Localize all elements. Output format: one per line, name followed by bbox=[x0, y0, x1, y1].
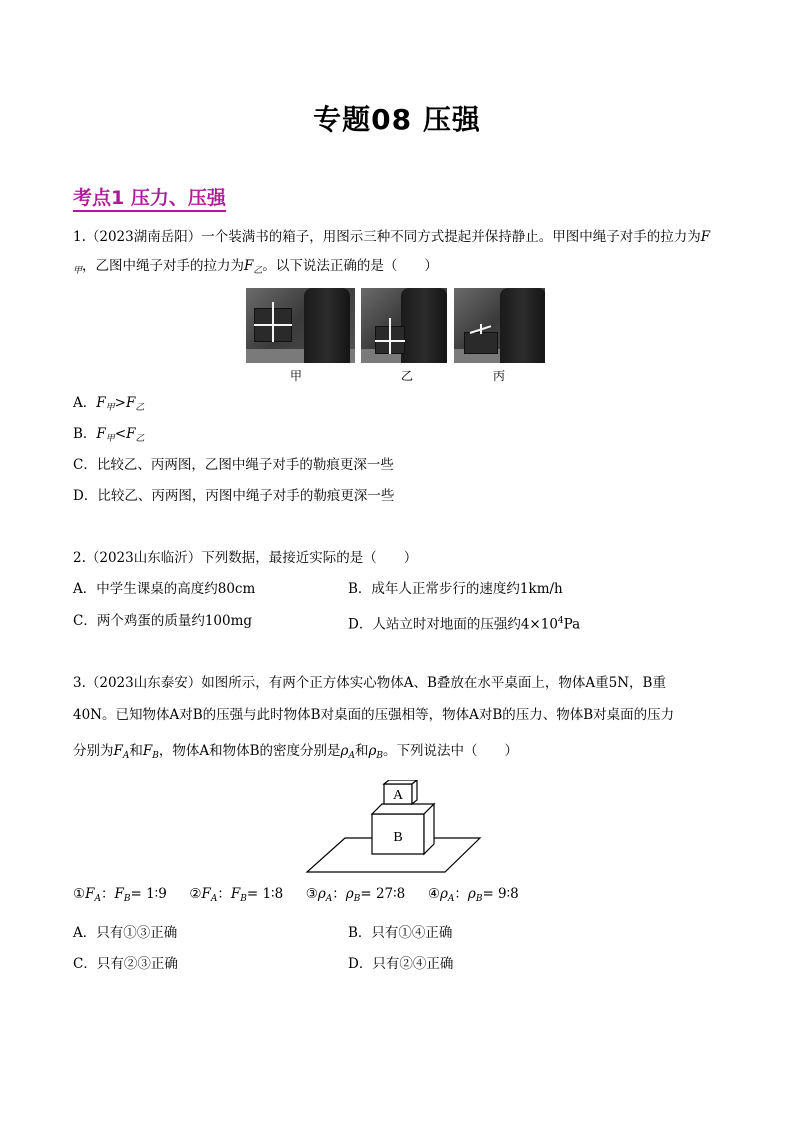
stmt3-rhoa-sub: A bbox=[325, 894, 333, 904]
caption-bing: 丙 bbox=[493, 369, 506, 383]
q1-opt-b-sub1: 甲 bbox=[105, 434, 115, 444]
q2-opt-d-text: D．人站立时对地面的压强约4×10 bbox=[348, 616, 558, 633]
stmt2-number: ② bbox=[189, 886, 202, 902]
stmt2-fb-sub: B bbox=[240, 894, 247, 904]
caption-yi: 乙 bbox=[401, 369, 414, 383]
q2-option-d bbox=[348, 611, 580, 635]
q3-fa: F bbox=[113, 743, 123, 759]
caption-jia: 甲 bbox=[290, 369, 303, 383]
q1-option-c: C．比较乙、丙两图，乙图中绳子对手的勒痕更深一些 bbox=[73, 457, 394, 473]
q3-rhob: ρ bbox=[368, 743, 377, 759]
stmt1-number: ① bbox=[73, 886, 86, 902]
q3-stem-seg-b: 和 bbox=[129, 743, 143, 759]
stmt2-fb: F bbox=[230, 886, 241, 902]
q1-opt-a-f1: F bbox=[96, 395, 106, 411]
q1-option-b bbox=[73, 424, 145, 449]
q3-stem-line1: 3.（2023山东泰安）如图所示，有两个正方体实心物体A、B叠放在水平桌面上，物体A重5N，B重 bbox=[73, 675, 666, 691]
q3-stem-seg-e: 。下列说法中（ ） bbox=[383, 743, 519, 759]
q2-stem: 2.（2023山东临沂）下列数据，最接近实际的是（ ） bbox=[73, 550, 418, 566]
q3-option-b: B．只有①④正确 bbox=[348, 925, 453, 941]
q3-stem-seg-c: ，物体A和物体B的密度分别是 bbox=[158, 743, 341, 759]
q1-option-d: D．比较乙、丙两图，丙图中绳子对手的勒痕更深一些 bbox=[73, 488, 395, 504]
q1-opt-a-prefix: A． bbox=[73, 395, 97, 411]
section-heading: 考点1 压力、压强 bbox=[73, 187, 226, 212]
q1-f-symbol2: F bbox=[244, 258, 254, 274]
stmt2-ratio: = 1∶8 bbox=[246, 886, 284, 902]
stmt4-rhob: ρ bbox=[467, 886, 476, 902]
q2-option-b: B．成年人正常步行的速度约1km/h bbox=[348, 581, 563, 597]
q1-stem-text1: 1.（2023湖南岳阳）一个装满书的箱子，用图示三种不同方式提起并保持静止。甲图中绳子对手的拉力为 bbox=[73, 229, 701, 245]
q3-fb: F bbox=[142, 743, 153, 759]
stmt4-colon: ： bbox=[454, 886, 468, 902]
stmt4-number: ④ bbox=[427, 886, 440, 902]
q1-opt-a-sub2: 乙 bbox=[135, 403, 145, 413]
q3-stem-seg-d: 和 bbox=[354, 743, 369, 759]
q3-option-d: D．只有②④正确 bbox=[348, 956, 454, 972]
q1-stem-text2: ，乙图中绳子对手的拉力为 bbox=[82, 258, 245, 274]
cube-a-label: A bbox=[392, 788, 404, 803]
q1-stem-line2 bbox=[73, 256, 438, 281]
stmt1-fb-sub: B bbox=[123, 894, 131, 904]
q1-opt-a-sub1: 甲 bbox=[105, 403, 115, 413]
stmt3-rhob-sub: B bbox=[353, 894, 361, 904]
cube-b-label: B bbox=[393, 830, 403, 845]
stmt4-ratio: = 9∶8 bbox=[482, 886, 519, 902]
q2-opt-d-unit: Pa bbox=[563, 616, 581, 633]
stmt4-rhoa-sub: A bbox=[447, 894, 455, 904]
stmt2-fa: F bbox=[201, 886, 211, 902]
stmt1-fa-sub: A bbox=[94, 894, 101, 904]
q1-photo-figure bbox=[246, 288, 546, 384]
stmt4-rhoa: ρ bbox=[439, 886, 448, 902]
q3-fa-sub: A bbox=[122, 751, 130, 761]
q1-opt-a-op: > bbox=[114, 395, 126, 411]
photo-jia bbox=[246, 288, 355, 363]
q1-option-a bbox=[73, 393, 144, 418]
q1-opt-b-f2: F bbox=[126, 426, 136, 442]
q1-stem-text3: 。以下说法正确的是（ ） bbox=[262, 258, 438, 274]
cube-a-side bbox=[412, 780, 417, 804]
q3-fb-sub: B bbox=[152, 751, 159, 761]
stmt4-rhob-sub: B bbox=[475, 894, 483, 904]
q3-rhoa: ρ bbox=[340, 743, 349, 759]
q3-statements bbox=[73, 884, 519, 909]
stmt2-colon: ： bbox=[217, 886, 231, 902]
stmt1-fb: F bbox=[114, 886, 124, 902]
q3-rhob-sub: B bbox=[376, 751, 384, 761]
q2-option-a: A．中学生课桌的高度约80cm bbox=[73, 581, 256, 597]
q1-opt-b-prefix: B． bbox=[73, 426, 97, 442]
stmt3-rhoa: ρ bbox=[317, 886, 326, 902]
photo-yi bbox=[361, 288, 447, 363]
stmt1-colon: ： bbox=[100, 886, 115, 902]
q3-option-a: A．只有①③正确 bbox=[73, 925, 178, 941]
q3-stem-seg-a: 分别为 bbox=[73, 743, 114, 759]
stmt3-colon: ： bbox=[332, 886, 346, 902]
q1-jia-subscript: 甲 bbox=[73, 266, 83, 276]
q1-stem-line1 bbox=[73, 227, 710, 247]
q1-yi-subscript: 乙 bbox=[253, 266, 263, 276]
stmt2-fa-sub: A bbox=[210, 894, 218, 904]
q1-opt-b-sub2: 乙 bbox=[135, 434, 145, 444]
q2-opt-d-exponent: 4 bbox=[557, 616, 564, 626]
stmt3-number: ③ bbox=[305, 886, 318, 902]
q3-cube-diagram bbox=[305, 780, 485, 875]
q2-option-c: C．两个鸡蛋的质量约100mg bbox=[73, 613, 253, 629]
q3-stem-line3 bbox=[73, 741, 518, 766]
page-title: 专题08 压强 bbox=[313, 103, 481, 136]
stmt1-fa: F bbox=[85, 886, 95, 902]
q3-option-c: C．只有②③正确 bbox=[73, 956, 178, 972]
q3-stem-line2: 40N。已知物体A对B的压强与此时物体B对桌面的压强相等，物体A对B的压力、物体B对桌面的压力 bbox=[73, 707, 675, 723]
photo-bing bbox=[454, 288, 545, 363]
stmt3-ratio: = 27∶8 bbox=[360, 886, 406, 902]
stmt1-ratio: = 1∶9 bbox=[130, 886, 167, 902]
q1-opt-a-f2: F bbox=[125, 395, 136, 411]
stmt3-rhob: ρ bbox=[345, 886, 354, 902]
q1-opt-b-f1: F bbox=[96, 426, 106, 442]
q1-opt-b-op: < bbox=[114, 426, 127, 442]
q1-f-symbol: F bbox=[700, 229, 711, 245]
q3-rhoa-sub: A bbox=[348, 751, 355, 761]
